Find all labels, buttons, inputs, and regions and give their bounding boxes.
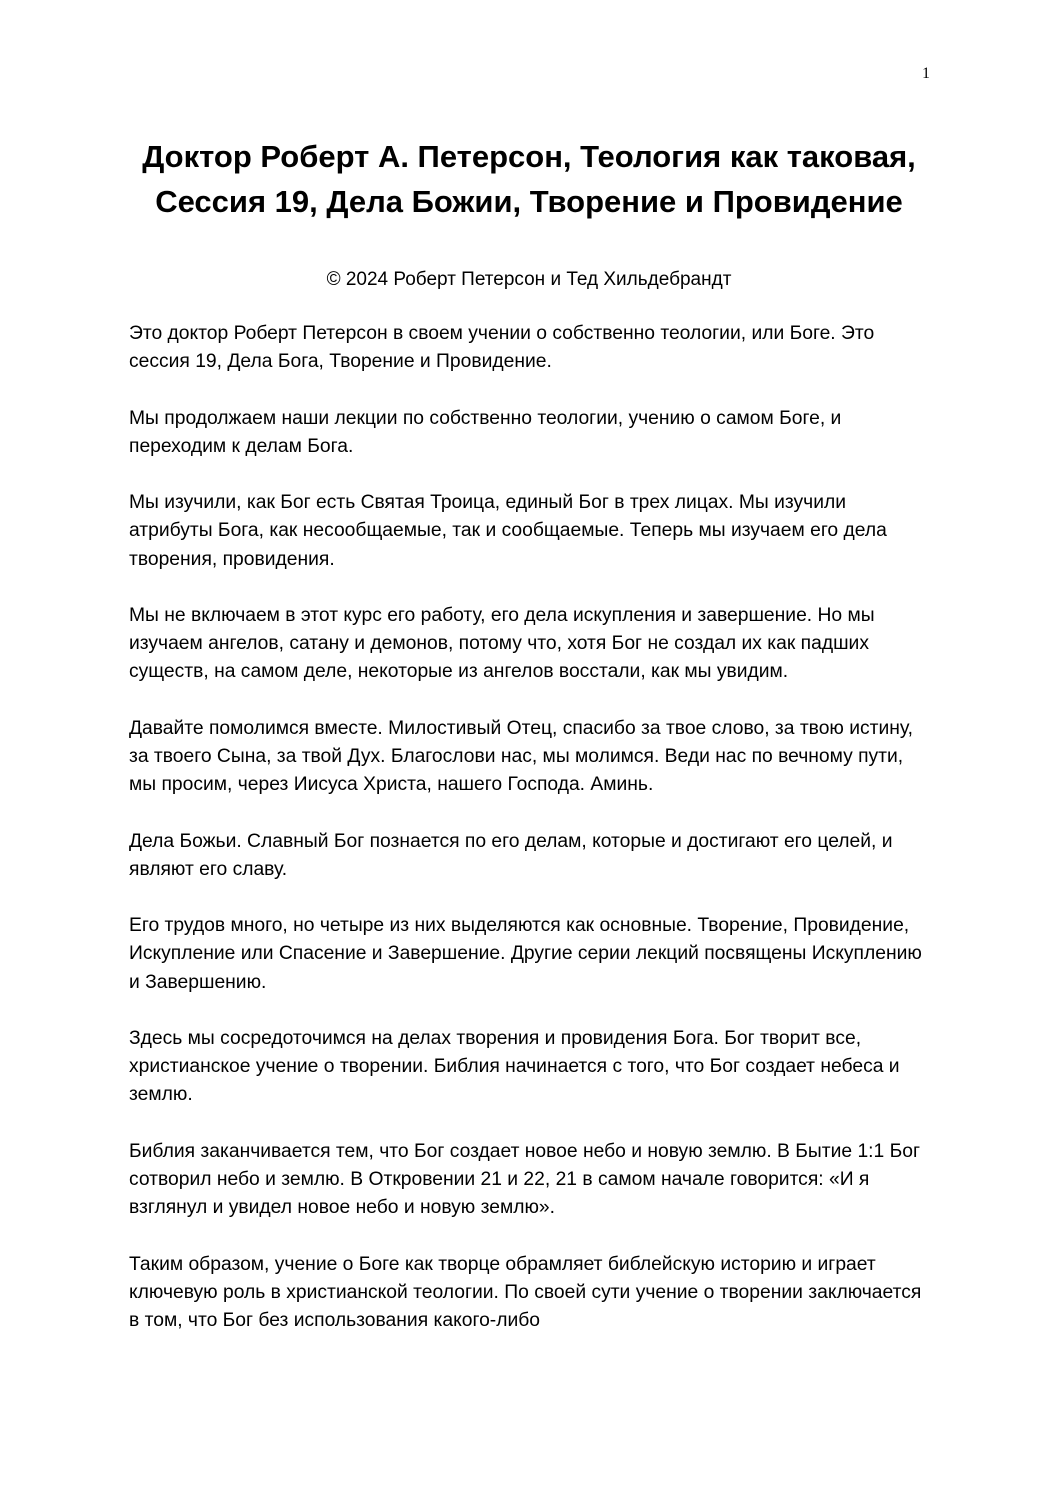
document-body	[129, 320, 929, 1363]
paragraph: Таким образом, учение о Боге как творце обрамляет библейскую историю и играет ключевую роль в христианской теологии. По своей сути учение о творении заключается в том, что Бог без использования какого-либо	[129, 1253, 922, 1331]
paragraph: Мы изучили, как Бог есть Святая Троица, единый Бог в трех лицах. Мы изучили атрибуты Бога, как несообщаемые, так и сообщаемые. Теперь мы изучаем его дела творения, провидения.	[129, 492, 887, 570]
paragraph: Его трудов много, но четыре из них выделяются как основные. Творение, Провидение, Искупление или Спасение и Завершение. Другие серии лекций посвящены Искуплению и Завершению.	[129, 915, 922, 993]
paragraph: Здесь мы сосредоточимся на делах творения и провидения Бога. Бог творит все, христианское учение о творении. Библия начинается с того, что Бог создает небеса и землю.	[129, 1027, 900, 1106]
paragraph: Мы не включаем в этот курс его работу, его дела искупления и завершение. Но мы изучаем ангелов, сатану и демонов, потому что, хотя Бог не создал их как падших существ, на самом деле, некоторые из ангелов восстали, как мы увидим.	[129, 604, 875, 683]
document-title: Доктор Роберт А. Петерсон, Теология как таковая, Сессия 19, Дела Божии, Творение и Провидение	[142, 139, 916, 219]
copyright-line: © 2024 Роберт Петерсон и Тед Хильдебрандт	[326, 269, 732, 290]
page-number: 1	[922, 65, 930, 82]
paragraph: Это доктор Роберт Петерсон в своем учении о собственно теологии, или Боге. Это сессия 19, Дела Бога, Творение и Провидение.	[129, 323, 875, 373]
paragraph: Мы продолжаем наши лекции по собственно теологии, учению о самом Боге, и переходим к делам Бога.	[129, 407, 842, 457]
paragraph: Дела Божьи. Славный Бог познается по его делам, которые и достигают его целей, и являют его славу.	[129, 830, 893, 880]
paragraph: Давайте помолимся вместе. Милостивый Отец, спасибо за твое слово, за твою истину, за твоего Сына, за твой Дух. Благослови нас, мы молимся. Веди нас по вечному пути, мы просим, через Иисуса Христа, нашего Господа. Аминь.	[129, 717, 913, 796]
paragraph: Библия заканчивается тем, что Бог создает новое небо и новую землю. В Бытие 1:1 Бог сотворил небо и землю. В Откровении 21 и 22, 21 в самом начале говорится: «И я взглянул и увидел новое небо и новую землю».	[129, 1140, 921, 1219]
